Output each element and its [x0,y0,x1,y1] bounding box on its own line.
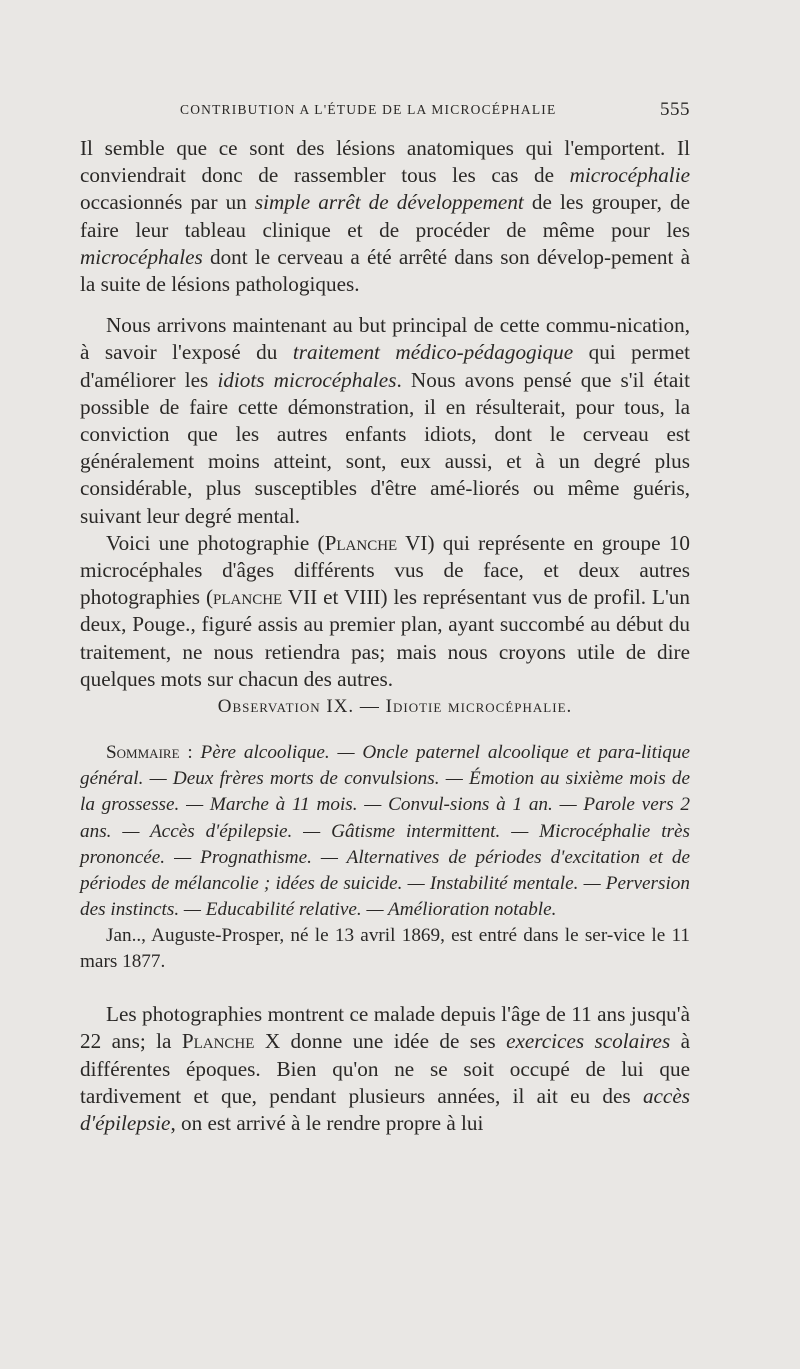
running-title: CONTRIBUTION A L'ÉTUDE DE LA MICROCÉPHALIE [180,102,557,117]
observation-heading: Observation IX. — Idiotie microcéphalie. [217,696,573,718]
plate-reference: Planche [181,1029,255,1054]
text-run: Les photographies montrent ce malade depuis l'âge de 11 ans jusqu'à 22 ans; la [80,1002,690,1054]
body-text [80,135,690,1137]
observation-summary [80,740,690,975]
text-run: X donne une idée de ses [254,1029,507,1054]
paragraph-patient [80,1001,690,1137]
plate-reference: planche [213,585,283,610]
summary-text [80,740,690,923]
paragraph-lesions [80,135,690,298]
text-run: occasionnés par un [80,190,255,215]
summary-italic: Père alcoolique. — Oncle paternel alcoolique et para-litique général. — Deux frères morts de convulsions. — Émotion au sixième mois de la grossesse. — Marche à 11 mois. — Convul-sions à 1 an. — Parole vers 2 ans. — Accès d'épilepsie. — Gâtisme intermittent. — Microcéphalie très prononcée. — Prognathisme. — Alternatives de périodes d'excitation et de périodes de mélancolie ; idées de suicide. — Instabilité mentale. — Perversion des instincts. — Educabilité relative. — Amélioration notable. [80,742,690,920]
text-run: à différentes époques. Bien qu'on ne se soit occupé de lui que tardivement et que, pendant plusieurs années, il ait eu des [80,1029,691,1108]
italic-term: microcéphales [80,244,203,269]
text-run: Voici une photographie ( [106,530,325,555]
text-run: , on est arrivé à le rendre propre à lui [170,1110,484,1135]
text-run: Nous arrivons maintenant au but principal de cette commu-nication, à savoir l'exposé du [80,313,690,365]
text-run: Il semble que ce sont des lésions anatomiques qui l'emportent. Il conviendrait donc de rassembler tous les cas de [80,136,690,188]
admission-note: Jan.., Auguste-Prosper, né le 13 avril 1869, est entré dans le ser-vice le 11 mars 1877. [80,924,690,973]
paragraph-treatment [80,312,690,530]
italic-term: simple arrêt de développement [254,190,524,215]
text-run: dont le cerveau a été arrêté dans son dévelop-pement à la suite de lésions pathologiques. [80,244,690,297]
text-run: de les grouper, de faire leur tableau clinique et de procéder de même pour les [80,190,690,242]
text-run: . Nous avons pensé que s'il était possible de faire cette démonstration, il en résulterait, pour tous, la conviction que les autres enfants idiots, dont le cerveau est généralement moins atteint, sont, eux aussi, et à un degré plus considérable, plus susceptibles d'être amé-liorés ou même guéris, suivant leur degré mental. [80,367,690,528]
italic-term: traitement médico-pédagogique [292,340,574,365]
italic-term: microcéphalie [569,163,690,188]
italic-term: accès d'épilepsie [80,1083,690,1135]
text-run: qui permet d'améliorer les [80,340,690,392]
text-run: VII et VIII) les représentant vus de profil. L'un deux, Pouge., figuré assis au premier plan, ayant succombé au début du traitement, ne nous retiendra pas; mais nous croyons utile de dire quelques mots sur chacun des autres. [80,585,690,691]
italic-term: idiots microcéphales [217,367,397,392]
italic-term: exercices scolaires [506,1029,671,1054]
page-number: 555 [660,99,690,120]
plate-reference: Planche [324,530,398,555]
summary-label: Sommaire [106,742,180,764]
text-run: : [179,742,201,764]
paragraph-photographs [80,530,690,693]
text-run: VI) qui représente en groupe 10 microcéphales d'âges différents vus de face, et deux autres photographies ( [80,530,691,610]
